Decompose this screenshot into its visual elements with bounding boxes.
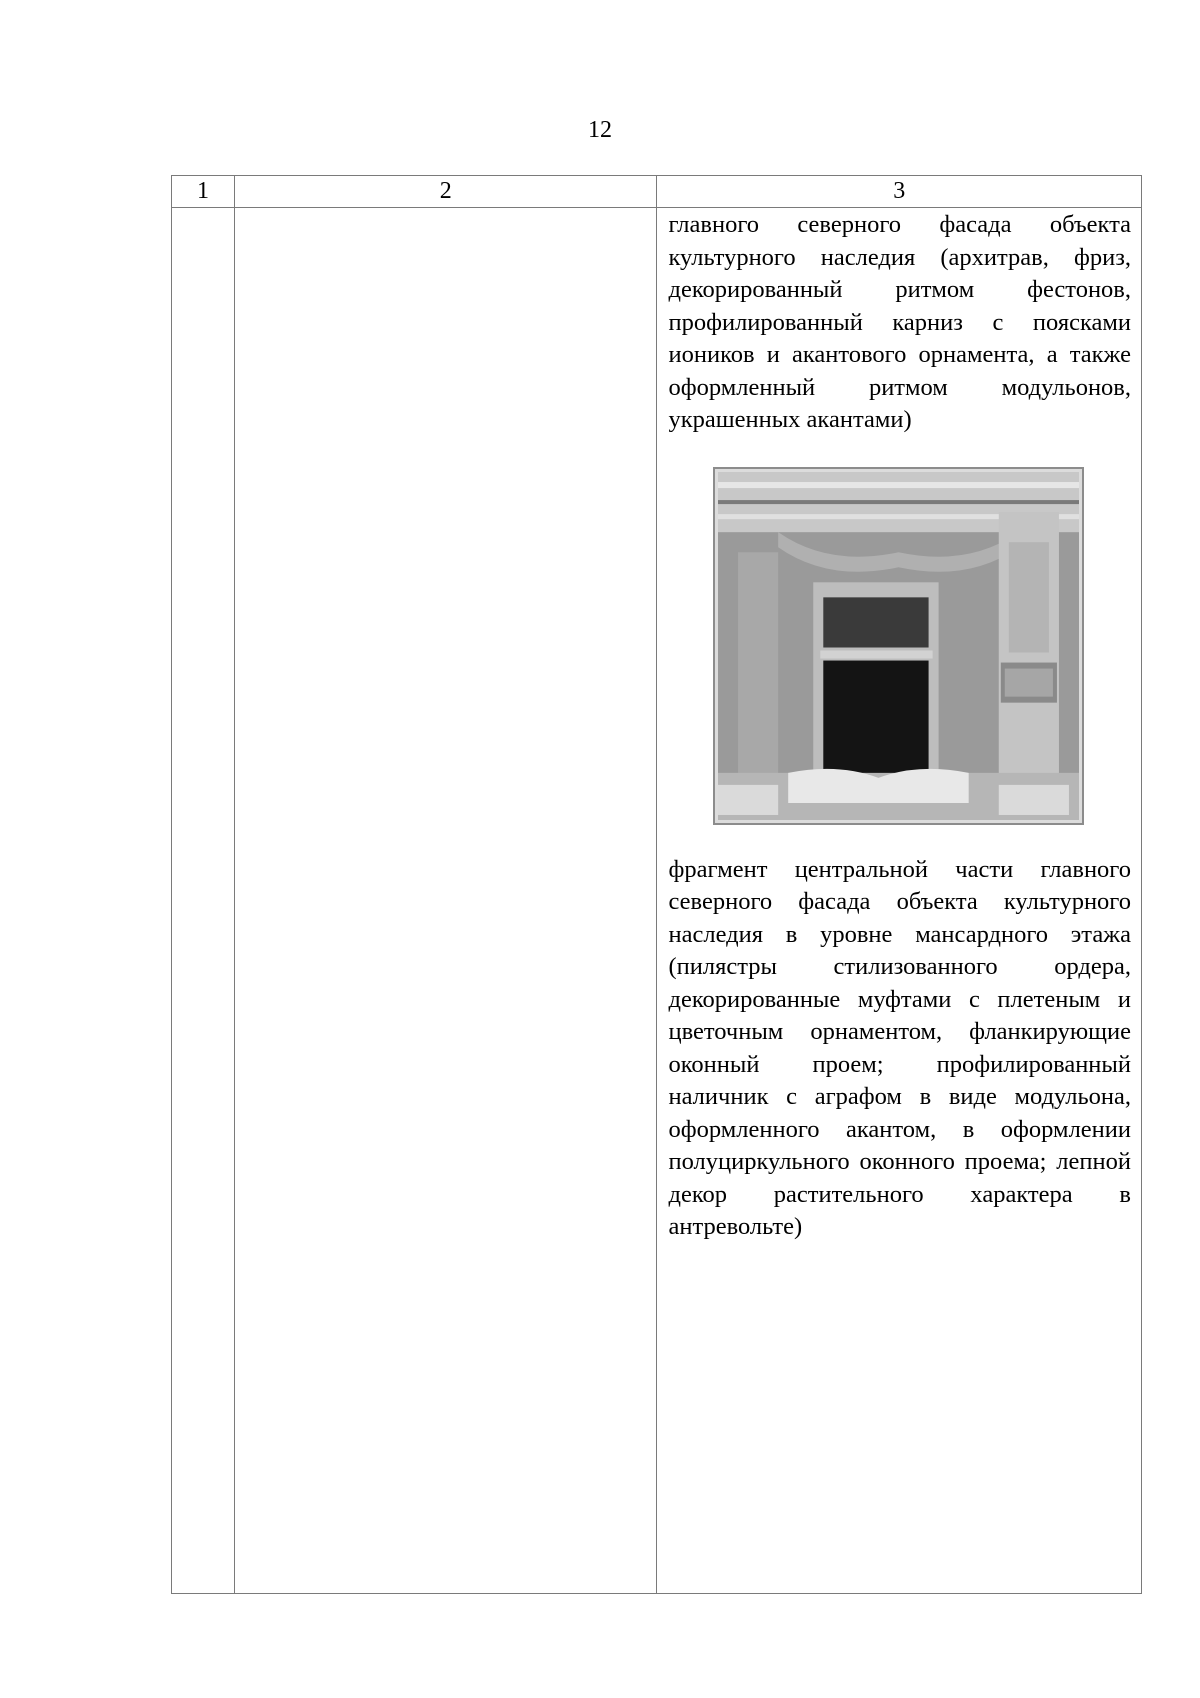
table-row <box>172 208 1142 1594</box>
table-header-row <box>172 176 1142 208</box>
facade-photo-image <box>718 472 1079 820</box>
header-cell-1: 1 <box>172 176 235 208</box>
description-text-bottom: фрагмент центральной части главного северного фасада объекта культурного наследия в уровне мансардного этажа (пилястры стилизованного ордера, декорированные муфтами с плетеным и цветочным орнаментом, фланкирующие оконный проем; профилированный наличник с аграфом в виде модульона, оформленного акантом, в оформлении полуциркульного оконного проема; лепной декор растительного характера в антревольте) <box>668 855 1131 1240</box>
header-cell-3: 3 <box>657 176 1142 208</box>
description-text-top: главного северного фасада объекта культурного наследия (архитрав, фриз, декорированный ритмом фестонов, профилированный карниз с поясками иоников и акантового орнамента, а также оформленный ритмом модульонов, украшенных акантами) <box>668 211 1131 433</box>
page-number: 12 <box>588 117 612 143</box>
row-number-cell <box>172 208 235 1594</box>
heritage-table <box>171 175 1142 1594</box>
header-cell-2: 2 <box>235 176 657 208</box>
facade-fragment-photo <box>713 467 1084 825</box>
row-description-cell <box>657 208 1142 1594</box>
row-name-cell <box>235 208 657 1594</box>
